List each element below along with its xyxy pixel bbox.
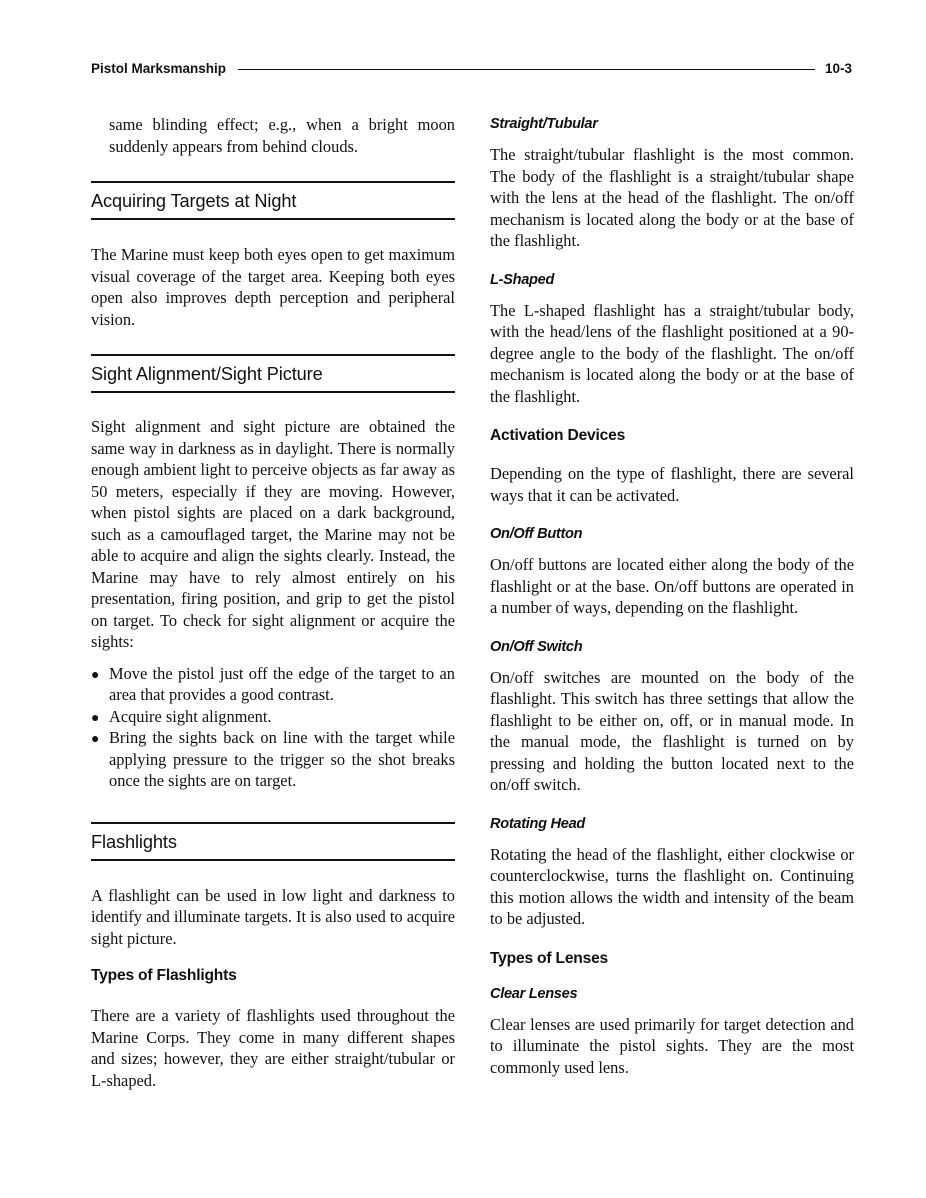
paragraph-rotating-head: Rotating the head of the flashlight, either clockwise or counterclockwise, turns the flashlight on. Continuing this motion allows the width and intensity of the beam to be adjusted. (490, 844, 854, 928)
paragraph-clear-lenses: Clear lenses are used primarily for target detection and to illuminate the pistol sights. They are the most commonly used lens. (490, 1014, 854, 1077)
subheading-clear-lenses: Clear Lenses (490, 985, 578, 1002)
paragraph-on-off-button: On/off buttons are located either along the body of the flashlight or at the base. On/off buttons are operated in a number of ways, depending on the flashlight. (490, 555, 854, 617)
header-rule (238, 69, 815, 70)
subheading-rotating-head: Rotating Head (490, 815, 586, 832)
chapter-title: Pistol Marksmanship (91, 60, 227, 76)
left-column (91, 110, 455, 1091)
paragraph-acquiring-targets: The Marine must keep both eyes open to get maximum visual coverage of the target area. Keeping both eyes open also improves depth perception and peripheral vision. (91, 245, 455, 329)
paragraph-sight-alignment: Sight alignment and sight picture are obtained the same way in darkness as in daylight. There is normally enough ambient light to perceive objects as far away as 50 meters, especially if they are moving. However, when pistol sights are placed on a dark background, such as a camouflaged target, the Marine may not be able to acquire and align the sights clearly. Instead, the Marine may have to rely almost entirely on his presentation, firing position, and grip to get the pistol on target. To check for sight alignment or acquire the sights: (91, 417, 455, 651)
subheading-on-off-switch: On/Off Switch (490, 638, 583, 655)
section-heading-flashlights: Flashlights (91, 822, 455, 861)
section-heading-acquiring-targets: Acquiring Targets at Night (91, 181, 455, 220)
bullet-icon: ● (91, 732, 100, 747)
sight-check-list (91, 663, 455, 792)
bullet-icon: ● (91, 667, 100, 683)
subheading-types-of-lenses: Types of Lenses (490, 949, 609, 967)
right-column (490, 110, 854, 1078)
paragraph-activation-devices: Depending on the type of flashlight, there are several ways that it can be activated. (490, 464, 854, 505)
subheading-l-shaped: L-Shaped (490, 271, 555, 288)
section-heading-sight-alignment: Sight Alignment/Sight Picture (91, 354, 455, 393)
subheading-straight-tubular: Straight/Tubular (490, 116, 598, 132)
list-item: ● Acquire sight alignment. (91, 706, 272, 726)
subheading-types-of-flashlights: Types of Flashlights (91, 967, 237, 984)
paragraph-on-off-switch: On/off switches are mounted on the body of the flashlight. This switch has three settings that allow the flashlight to be either on, off, or in manual mode. In the manual mode, the flashlight is turned on by pressing and holding the button located next to the on/off switch. (490, 667, 854, 794)
page-number: 10-3 (824, 60, 852, 76)
list-item: ● Move the pistol just off the edge of the target to an area that provides a good contrast. (91, 663, 455, 704)
paragraph-flashlights: A flashlight can be used in low light and darkness to identify and illuminate targets. It is also used to acquire sight picture. (91, 885, 455, 948)
running-header (91, 58, 852, 78)
subheading-activation-devices: Activation Devices (490, 427, 626, 444)
paragraph-types-of-flashlights: There are a variety of flashlights used throughout the Marine Corps. They come in many different shapes and sizes; however, they are either straight/tubular or L-shaped. (91, 1006, 455, 1090)
paragraph-straight-tubular: The straight/tubular flashlight is the most common. The body of the flashlight is a straight/tubular shape with the lens at the head of the flashlight. The on/off mechanism is located along the body or at the base of the flashlight. (490, 145, 854, 250)
list-item: ● Bring the sights back on line with the target while applying pressure to the trigger so the shot breaks once the sights are on target. (91, 728, 455, 790)
continued-paragraph: same blinding effect; e.g., when a bright moon suddenly appears from behind clouds. (109, 115, 455, 156)
subheading-on-off-button: On/Off Button (490, 526, 583, 542)
paragraph-l-shaped: The L-shaped flashlight has a straight/tubular body, with the head/lens of the flashlight positioned at a 90-degree angle to the body of the flashlight. The on/off mechanism is located along the body or at the base of the flashlight. (490, 300, 854, 406)
bullet-icon: ● (91, 710, 100, 726)
